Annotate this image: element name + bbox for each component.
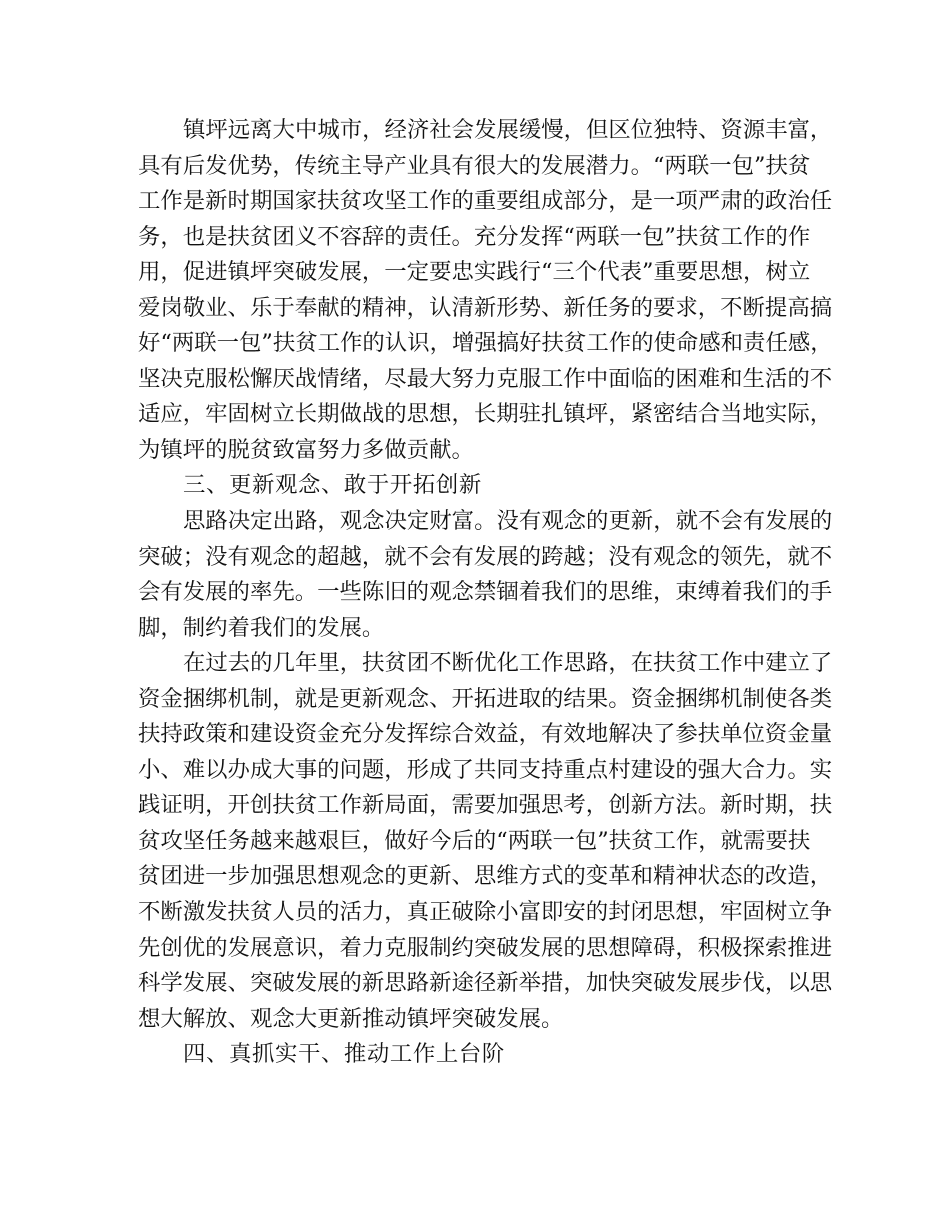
text-line: 具有后发优势，传统主导产业具有很大的发展潜力。“两联一包”扶贫 [138, 152, 811, 179]
document-page [138, 113, 833, 1073]
text-line: 科学发展、突破发展的新思路新途径新举措，加快突破发展步伐，以思 [138, 970, 833, 997]
text-line: 务，也是扶贫团义不容辞的责任。充分发挥“两联一包”扶贫工作的作 [138, 223, 811, 250]
text-line: 小、难以办成大事的问题，形成了共同支持重点村建设的强大合力。实 [138, 756, 833, 783]
paragraph-2 [138, 504, 833, 646]
text-line: 在过去的几年里，扶贫团不断优化工作思路，在扶贫工作中建立了 [183, 650, 833, 677]
text-line: 坚决克服松懈厌战情绪，尽最大努力克服工作中面临的困难和生活的不 [138, 365, 833, 392]
text-line: 贫攻坚任务越来越艰巨，做好今后的“两联一包”扶贫工作，就需要扶 [138, 827, 811, 854]
text-line: 好“两联一包”扶贫工作的认识，增强搞好扶贫工作的使命感和责任感， [138, 330, 833, 357]
text-line: 工作是新时期国家扶贫攻坚工作的重要组成部分，是一项严肃的政治任 [138, 188, 833, 215]
text-line: 爱岗敬业、乐于奉献的精神，认清新形势、新任务的要求，不断提高搞 [138, 294, 833, 321]
text-line: 突破；没有观念的超越，就不会有发展的跨越；没有观念的领先，就不 [138, 543, 833, 570]
text-line: 践证明，开创扶贫工作新局面，需要加强思考，创新方法。新时期，扶 [138, 792, 833, 819]
section-heading-3: 三、更新观念、敢于开拓创新 [183, 472, 482, 499]
text-line: 不断激发扶贫人员的活力，真正破除小富即安的封闭思想，牢固树立争 [138, 899, 833, 926]
text-line: 用，促进镇坪突破发展，一定要忠实践行“三个代表”重要思想，树立 [138, 259, 811, 286]
section-heading-4: 四、真抓实干、推动工作上台阶 [183, 1041, 505, 1068]
text-line: 贫团进一步加强思想观念的更新、思维方式的变革和精神状态的改造， [138, 863, 833, 890]
text-line: 扶持政策和建设资金充分发挥综合效益，有效地解决了参扶单位资金量 [138, 721, 833, 748]
text-line: 资金捆绑机制，就是更新观念、开拓进取的结果。资金捆绑机制使各类 [138, 685, 833, 712]
paragraph-3 [138, 646, 833, 1037]
text-line: 适应，牢固树立长期做战的思想，长期驻扎镇坪，紧密结合当地实际， [138, 401, 833, 428]
text-line: 思路决定出路，观念决定财富。没有观念的更新，就不会有发展的 [183, 508, 833, 535]
paragraph-1 [138, 113, 833, 468]
text-line: 脚，制约着我们的发展。 [138, 614, 385, 641]
text-line: 想大解放、观念大更新推动镇坪突破发展。 [138, 1005, 564, 1032]
text-line: 会有发展的率先。一些陈旧的观念禁锢着我们的思维，束缚着我们的手 [138, 579, 833, 606]
text-line: 为镇坪的脱贫致富努力多做贡献。 [138, 436, 474, 463]
text-line: 镇坪远离大中城市，经济社会发展缓慢，但区位独特、资源丰富， [183, 117, 833, 143]
text-line: 先创优的发展意识，着力克服制约突破发展的思想障碍，积极探索推进 [138, 934, 833, 961]
